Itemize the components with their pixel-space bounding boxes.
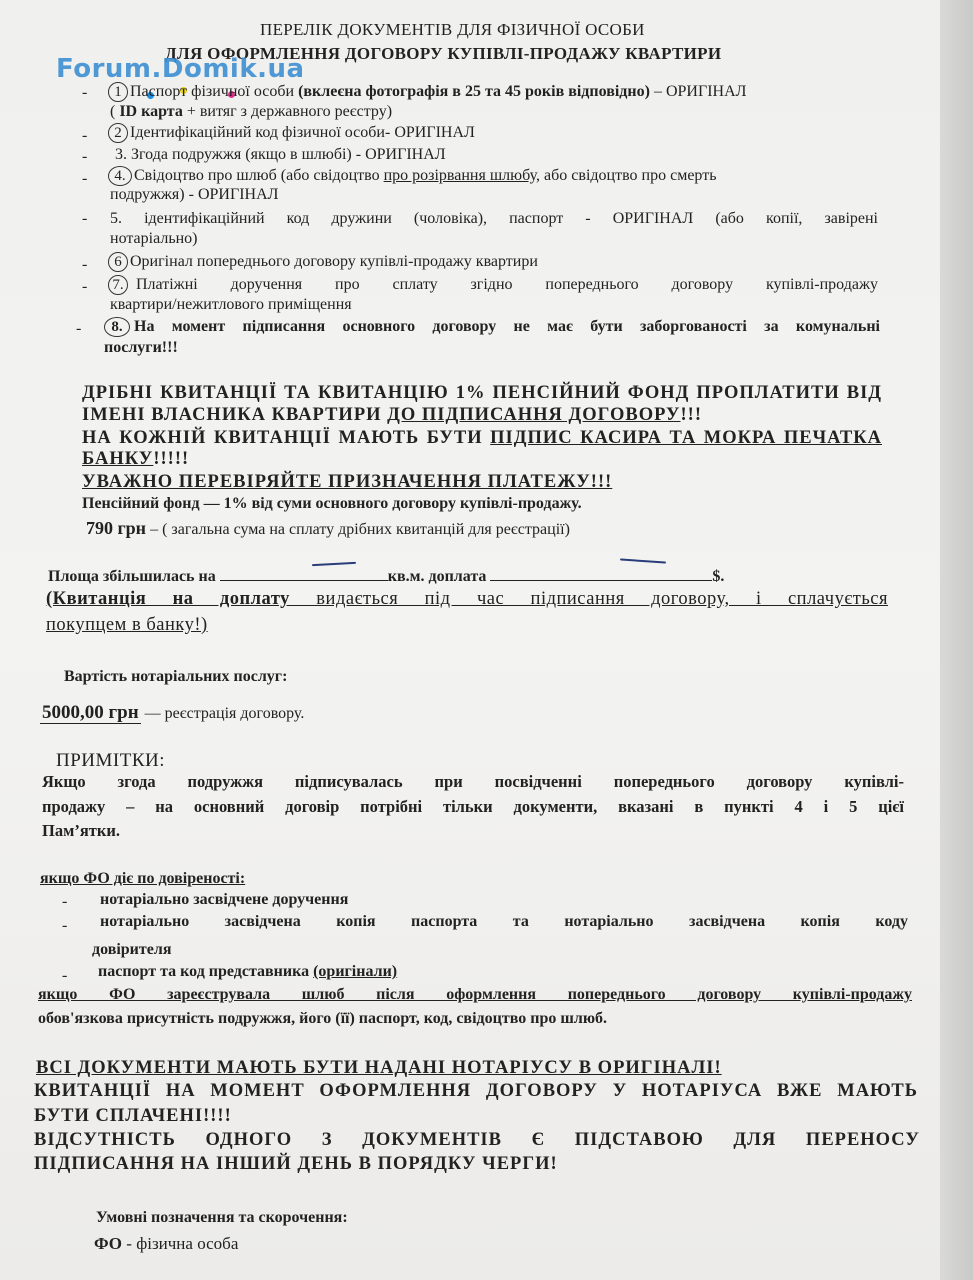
final-missing-document-warning-line-2: ПІДПИСАННЯ НА ІНШИЙ ДЕНЬ В ПОРЯДКУ ЧЕРГИ!	[34, 1154, 558, 1174]
list-dash: -	[82, 210, 88, 227]
item-number-circle: 8.	[104, 317, 130, 337]
legend-abbreviation: ФО - фізична особа	[94, 1234, 239, 1253]
list-item-4-line-2: подружжя) - ОРИГІНАЛ	[110, 186, 279, 203]
proxy-heading: якщо ФО діє по довіреності:	[40, 870, 246, 887]
list-dash: -	[62, 967, 68, 984]
background-edge	[940, 0, 973, 1280]
warning-stamp: НА КОЖНІЙ КВИТАНЦІЇ МАЮТЬ БУТИ ПІДПИС КАСИРА ТА МОКРА ПЕЧАТКА	[82, 428, 882, 448]
warning-stamp-line-2: БАНКУ!!!!!	[82, 449, 190, 469]
list-item-8-line-2: послуги!!!	[104, 339, 178, 356]
notary-cost-label: Вартість нотаріальних послуг:	[64, 668, 288, 685]
notes-text-line-3: Пам’ятки.	[42, 821, 120, 840]
area-increase-line: Площа збільшилась на кв.м. доплата $.	[48, 568, 725, 585]
watermark-logo: Forum.Domik.ua	[56, 54, 305, 84]
list-item-6: 6 Оригінал попереднього договору купівлі-продажу квартири	[108, 252, 538, 272]
list-dash: -	[76, 320, 82, 337]
surcharge-blank-field	[490, 566, 712, 581]
final-missing-document-warning: ВІДСУТНІСТЬ ОДНОГО З ДОКУМЕНТІВ Є ПІДСТАВОЮ ДЛЯ ПЕРЕНОСУ	[34, 1130, 920, 1150]
notes-heading: ПРИМІТКИ:	[56, 750, 166, 771]
item-number-circle: 4.	[108, 166, 132, 186]
notes-text-line-2: продажу – на основний договір потрібні тільки документи, вказані в пункті 4 і 5 цієї	[42, 797, 904, 816]
warning-receipts-line-2: ІМЕНІ ВЛАСНИКА КВАРТИРИ ДО ПІДПИСАННЯ ДОГОВОРУ!!!	[82, 405, 702, 425]
list-dash: -	[62, 893, 68, 910]
final-receipts-paid-warning-line-2: БУТИ СПЛАЧЕНІ!!!!	[34, 1106, 232, 1126]
list-item-3: 3. Згода подружжя (якщо в шлюбі) - ОРИГІНАЛ	[115, 146, 446, 163]
list-item-1: 1 Паспорт фізичної особи (вклеєна фотографія в 25 та 45 років відповідно) – ОРИГІНАЛ	[108, 82, 746, 102]
surcharge-receipt-note-line-2: покупцем в банку!)	[46, 615, 208, 635]
area-blank-field	[220, 566, 388, 581]
warning-payment-purpose: УВАЖНО ПЕРЕВІРЯЙТЕ ПРИЗНАЧЕННЯ ПЛАТЕЖУ!!!	[82, 472, 613, 492]
item-number-circle: 2	[108, 123, 128, 143]
list-item-4: 4. Свідоцтво про шлюб (або свідоцтво про розірвання шлюбу, або свідоцтво про смерть	[108, 166, 878, 186]
pension-fund-note: Пенсійний фонд — 1% від суми основного договору купівлі-продажу.	[82, 495, 582, 512]
proxy-item-passport-copy: нотаріально засвідчена копія паспорта та нотаріально засвідчена копія коду	[100, 913, 908, 930]
marriage-after-contract-note-line-2: обов'язкова присутність подружжя, його (її) паспорт, код, свідоцтво про шлюб.	[38, 1010, 608, 1027]
legend-heading: Умовні позначення та скорочення:	[96, 1209, 348, 1226]
notary-cost-amount: 5000,00 грн — реєстрація договору.	[42, 702, 305, 723]
list-item-7-line-2: квартири/нежитлового приміщення	[110, 296, 352, 313]
list-item-1-line-2: ( ID карта + витяг з державного реєстру)	[110, 103, 393, 120]
list-item-8: 8. На момент підписання основного договору не має бути заборгованості за комунальні	[104, 317, 880, 337]
list-dash: -	[82, 148, 88, 165]
proxy-item-passport-copy-line-2: довірителя	[92, 941, 172, 958]
final-originals-warning: ВСІ ДОКУМЕНТИ МАЮТЬ БУТИ НАДАНІ НОТАРІУСУ В ОРИГІНАЛІ!	[36, 1058, 722, 1078]
item-number-circle: 7.	[108, 275, 128, 295]
list-dash: -	[82, 127, 88, 144]
proxy-item-power-of-attorney: нотаріально засвідчене доручення	[100, 891, 349, 908]
list-item-5: 5. ідентифікаційний код дружини (чоловіка), паспорт - ОРИГІНАЛ (або копії, завірені	[110, 210, 878, 227]
proxy-item-representative: паспорт та код представника (оригінали)	[98, 963, 398, 980]
warning-receipts: ДРІБНІ КВИТАНЦІЇ ТА КВИТАНЦІЮ 1% ПЕНСІЙНИЙ ФОНД ПРОПЛАТИТИ ВІД	[82, 383, 882, 403]
list-item-5-line-2: нотаріально)	[110, 230, 198, 247]
surcharge-receipt-note: (Квитанція на доплату видається під час підписання договору, і сплачується	[46, 589, 889, 609]
title-line-2: ДЛЯ ОФОРМЛЕННЯ ДОГОВОРУ КУПІВЛІ-ПРОДАЖУ КВАРТИРИ	[165, 44, 722, 63]
list-dash: -	[82, 170, 88, 187]
list-dash: -	[82, 278, 88, 295]
list-dash: -	[62, 917, 68, 934]
item-number-circle: 6	[108, 252, 128, 272]
small-receipts-sum: 790 грн – ( загальна сума на сплату дрібних квитанцій для реєстрації)	[86, 518, 570, 538]
list-item-7: 7. Платіжні доручення про сплату згідно попереднього договору купівлі-продажу	[108, 275, 878, 295]
list-dash: -	[82, 84, 88, 101]
title-line-1: ПЕРЕЛІК ДОКУМЕНТІВ ДЛЯ ФІЗИЧНОЇ ОСОБИ	[260, 20, 645, 39]
marriage-after-contract-note: якщо ФО зареєструвала шлюб після оформлення попереднього договору купівлі-продажу	[38, 986, 912, 1003]
list-dash: -	[82, 256, 88, 273]
final-receipts-paid-warning: КВИТАНЦІЇ НА МОМЕНТ ОФОРМЛЕННЯ ДОГОВОРУ У НОТАРІУСА ВЖЕ МАЮТЬ	[34, 1081, 918, 1101]
list-item-2: 2 Ідентифікаційний код фізичної особи- ОРИГІНАЛ	[108, 123, 475, 143]
item-number-circle: 1	[108, 82, 128, 102]
notes-text: Якщо згода подружжя підписувалась при посвідченні попереднього договору купівлі-	[42, 772, 904, 791]
